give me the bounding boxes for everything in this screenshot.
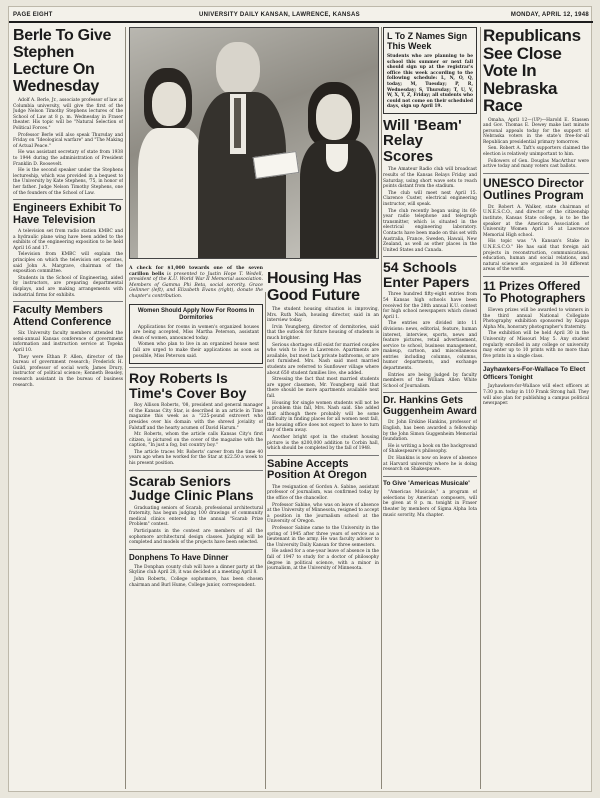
page-number: PAGE EIGHT [13, 12, 53, 18]
paragraph: Jayhawkers-for-Wallace will elect officers at 7:30 p.m. today in 110 Frank Strong hall. They will also plan for publishing a campus political newspaper. [483, 384, 589, 407]
headline-scarab: Scarab Seniors Judge Clinic Plans [129, 472, 254, 504]
story-scarab [129, 506, 263, 546]
story-hankins [383, 420, 477, 472]
paragraph: Television from KMBC will explain the principles on which the television set operates, said John A. Margrave, chairman of the exposition committee. [13, 252, 123, 275]
headline-unesco: UNESCO Director Outlines Program [483, 175, 584, 203]
caption-text: is presented to Justin Hope T. Wedell, president of the K.U. World War II Memorial association. Members of Gamma Phi Beta, social sorority, Grace Gelinner (left), and Elizabeth Evans (right), donate the chapter's contribution. [129, 271, 263, 299]
headline-dormitories: Women Should Apply Now For Rooms In Dormitories [137, 307, 255, 321]
column-rule [480, 27, 481, 789]
paragraph: The exhibition will be held April 30 in the University of Missouri May 5. Any student regularly enrolled in any college or university may enter up to 10 prints with no more than five prints in a single class. [483, 331, 589, 359]
paragraph: His topic was "A Kansan's Stake in U.N.E.S.C.O." He has said that foreign aid projects in reconstruction, communications, education, human and social relations, and natural science are organized in 30 different areas of the world. [483, 239, 589, 273]
story-l-to-z: Students who are planning to be school this summer or next fall should sign up at the registrar's office this week according to the following schedule: L, N, O, Q, today; M, Tuesday; P, R, Wednesday; S, Thursday; T, U, V, W, X, Y, Z, Friday; all students who could not come on their scheduled days, sign up April 19. [387, 54, 473, 110]
story-sabine [267, 485, 379, 572]
column-rule [381, 27, 382, 789]
paragraph: The entries are divided into 11 divisions: news, editorial, feature, human interest, interview, sports, news and feature pictures, retail advertisement, service to school, business management, makeup, cartoon, and miscellaneous entries including columns, columns, humor departments, and exchange departments. [383, 321, 477, 372]
headline-donphans: Donphens To Have Dinner [129, 552, 229, 562]
story-divider [129, 549, 263, 550]
story-divider [129, 367, 263, 368]
news-photo [129, 27, 379, 259]
paragraph: Roy Allison Roberts, '08, president and general manager of the Kansas City Star, is described in an article in Time magazine this week as a "225-pound extrovert who presides over his domain with the shrewd joviality of Falstaff and the hearty acumen of David Harum." [129, 403, 263, 431]
white-collar [326, 144, 348, 172]
story-dormitories [133, 325, 259, 360]
paragraph: Six University faculty members attended the semi-annual Kansas conference of government information and instruction service at Topeka April 10. [13, 331, 123, 353]
paragraph: Dr. Hankins is now on leave of absence at Harvard university where he is doing research on Shakespeare. [383, 456, 477, 473]
column-1 [13, 27, 123, 789]
story-divider [483, 173, 589, 174]
story-relay-scores [383, 167, 477, 253]
story-prizes [483, 308, 589, 359]
paragraph: Stressing the fact that most married students are upper classmen, Mr. Youngberg said that there should be more apartments available next fall. [267, 377, 379, 399]
paragraph: Dr. John Erskine Hankins, professor of English, has been awarded a fellowship by the John Simon Guggenheim Memorial foundation. [383, 420, 477, 443]
column-3 [267, 271, 379, 789]
paragraph: The resignation of Gordon A. Sabine, assistant professor of journalism, was confirmed today by the office of the chancellor. [267, 484, 379, 502]
paragraph: Irvin Youngberg, director of dormitories, said that the outlook for future housing of students is much brighter. [267, 324, 379, 341]
story-divider [13, 199, 123, 200]
registration-box [383, 27, 477, 114]
story-divider [13, 301, 123, 302]
story-nebraska [483, 118, 589, 170]
newspaper-name: UNIVERSITY DAILY KANSAN, LAWRENCE, KANSAS [199, 12, 360, 18]
paragraph: He was assistant secretary of state from 1938 to 1944 during the administration of President Franklin D. Roosevelt. [13, 150, 123, 167]
headline-hankins: Dr. Hankins Gets Guggenheim Award [383, 395, 477, 417]
story-unesco [483, 205, 589, 273]
page-header [9, 7, 593, 23]
paragraph: The article traces Mr. Roberts' career from the time 40 years ago when he worked for the Star at $22.50 a week to his present position. [129, 449, 263, 467]
story-berle [13, 98, 123, 196]
headline-berle: Berle To Give Stephen Lecture On Wednesday [13, 27, 112, 95]
column-rule [125, 27, 126, 789]
headline-l-to-z: L To Z Names Sign This Week [387, 31, 468, 51]
paragraph: Participants in the contest are members of all the sophomore architectural design classes. Judging will be completed and models of the projects have been selected. [129, 529, 263, 546]
paragraph: The Amateur Radio club will broadcast results of the Kansas Relays Friday and Saturday, using short wave sets to reach points distant from the stadium. [383, 167, 477, 190]
paragraph: Students in the School of Engineering, aided by instructors, are preparing departmental displays, and are making arrangements with industrial firms for exhibits. [13, 275, 123, 298]
headline-sabine: Sabine Accepts Position At Oregon [267, 457, 367, 482]
story-faculty [13, 331, 123, 388]
paragraph: Applications for rooms in women's organized houses are being accepted, Miss Martha Peterson, assistant dean of women, announced today. [133, 324, 259, 341]
man-head [216, 42, 260, 96]
headline-musicale: To Give 'Americas Musicale' [383, 479, 470, 487]
paragraph: Sen. Robert A. Taft's supporters claimed the election is relatively unimportant to him. [483, 146, 589, 158]
story-wallace [483, 384, 589, 406]
headline-faculty: Faculty Members Attend Conference [13, 304, 112, 328]
paragraph: They were Ethan P. Allen, director of the bureau of government research; Frederick H. Guild, professor of social work; James Drury, instructor of political science; Kenneth Beasley, research assistant in the bureau of business research. [13, 354, 123, 388]
story-divider [383, 476, 477, 477]
paragraph: Omaha, April 12—(UP)—Harold E. Stassen and Gov. Thomas E. Dewey make last minute personal appeals today for the support of Nebraska voters in the state's free-for-all Republican presidential primary tomorrow. [483, 117, 589, 145]
column-rule [265, 292, 266, 789]
paragraph: Entries are being judged by faculty members of the William Allen White School of Journalism. [383, 372, 477, 389]
paragraph: The Donphan county club will have a dinner party at the Skyline club April 28, it was decided at a meeting April 8. [129, 564, 263, 576]
paragraph: Women who plan to live in an organized house next fall are urged to make their applications as soon as possible, Miss Peterson said. [133, 342, 259, 359]
column-4 [383, 27, 477, 789]
paragraph: Professor Sabine came to the University in the spring of 1945 after three years of service as a lieutenant in the army. He was faculty adviser to the University Daily Kansan for three semesters. [267, 526, 379, 548]
paragraph: He is the second speaker under the Stephens lectureship, which was provided in a bequest to the University by Kate Stephens, '75, in honor of her father. Judge Nelson Timothy Stephens, one of the founders of the School of Law. [13, 168, 123, 196]
paragraph: Professor Berle will also speak Thursday and Friday on "Ideological warfare" and "The Making of Actual Peace." [13, 132, 123, 149]
paragraph: A television set from radio station KMBC and a hydraulic plane wing have been added to the exhibits of the engineering exposition to be held April 16 and 17. [13, 229, 123, 251]
story-divider [267, 455, 379, 456]
paragraph: Mr. Roberts, whom the article calls Kansas City's first citizen, is pictured on the cover of the magazine with the caption, "In just a fog, but country boy." [129, 432, 263, 449]
story-roy-roberts [129, 403, 263, 467]
paragraph: The club recently began using its 60-year radio telephone and telegraph transmitter, which is situated in the electrical engineering laboratory. Contacts have been made on this set with Australia, France, Sweden, Hawaii, New Zealand, as well as other places in the United States and Canada. [383, 208, 477, 253]
woman-left-blouse [138, 128, 204, 259]
dormitories-box [129, 304, 263, 365]
woman-left-face [152, 82, 186, 126]
paragraph: Graduating seniors of Scarab, professional architectural fraternity, has begun judging 100 drawings of community medical clinics entered in the annual "Scarab Prize Problem" contest. [129, 505, 263, 528]
paragraph: Another bright spot in the student housing picture is the $200,000 addition to Corbin hall, which should be completed by the fall of 1948. [267, 435, 379, 452]
column-2 [129, 263, 263, 789]
headline-housing: Housing Has Good Future [267, 271, 362, 304]
column-5 [483, 27, 589, 789]
paragraph: John Roberts, College sophomore, has been chosen chairman and Burl Hume, College junior, correspondent. [129, 577, 263, 588]
paragraph: Eleven prizes will be awarded to winners in the third annual National Collegiate Photography exhibition sponsored by Kappa Alpha Mu, honorary photographer's fraternity. [483, 307, 589, 330]
newspaper-page [8, 6, 592, 792]
paragraph: The student housing situation is improving, Mrs. Ruth Nash, housing director, said in an interview today. [267, 307, 379, 324]
paragraph: The club will meet next April 15. Clarence Custer, electrical engineering instructor, will speak. [383, 190, 477, 207]
story-housing [267, 307, 379, 452]
paragraph: Followers of Gen. Douglas MacArthur were active today and many voters cast ballots. [483, 158, 589, 170]
story-divider [483, 276, 589, 277]
story-musicale [383, 490, 477, 518]
story-divider [383, 256, 477, 257]
headline-nebraska: Republicans See Close Vote In Nebraska Race [483, 27, 581, 115]
photo-block [129, 27, 379, 289]
paragraph: He asked for a one-year leave of absence in the fall of 1947 to study for a doctor of philosophy degree in political science, with a minor in journalism, at the University of Minnesota. [267, 549, 379, 572]
story-divider [483, 362, 589, 363]
photo-caption [129, 266, 263, 300]
caption-lead: A check for $1,000 towards one of the seven carillon bells [129, 266, 263, 277]
necktie [234, 98, 241, 148]
paragraph: "Americas Musicale," a program of selections by American composers, will be given at 8 p. m. tonight in Fraser theater by members of Sigma Alpha Iota music sorority, Mu chapter. [383, 490, 477, 518]
issue-date: MONDAY, APRIL 12, 1948 [510, 12, 589, 18]
paragraph: Three hundred fifty-eight entries from 54 Kansas high schools have been received for the 28th annual K.U. contest for high school newspapers which closed April 1. [383, 292, 477, 320]
paragraph: Professor Sabine, who was on leave of absence at the University of Minnesota, resigned to accept a position in the journalism school at the University of Oregon. [267, 502, 379, 525]
paragraph: Serious shortages still exist for married couples who wish to live in Lawrence. Apartments are available, but most lack private bathrooms, or are not furnished. Mrs. Nash said most married students are referred to Sunflower village where about 650 student families live, she added. [267, 342, 379, 376]
headline-wallace: Jayhawkers-For-Wallace To Elect Officers Tonight [483, 366, 586, 381]
headline-roy-roberts: Roy Roberts Is Time's Cover Boy [129, 370, 247, 401]
paragraph: He is writing a book on the background of Shakespeare's philosophy. [383, 443, 477, 455]
headline-prizes: 11 Prizes Offered To Photographers [483, 278, 586, 306]
paragraph: Adolf A. Berle, Jr., associate professor of law at Columbia university, will give the first of the Judge Nelson Timothy Stephens lectures of the School of Law at 8 p. m. Wednesday in Fraser theater. His topic will be "Natural Selection of Political Forces." [13, 98, 123, 131]
paragraph: Dr. Robert A. Walker, state chairman of U.N.E.S.C.O., and director of the citizenship institute, Kansas State college, is to be the speaker at the American Association of University Women April 16 at Lawrence Memorial High school. [483, 204, 589, 238]
story-54-schools [383, 292, 477, 389]
story-divider [129, 470, 263, 471]
woman-right-face [316, 94, 352, 140]
story-donphans [129, 565, 263, 588]
headline-engineers: Engineers Exhibit To Have Television [13, 202, 122, 226]
headline-54-schools: 54 Schools Enter Papers [383, 259, 470, 290]
check-paper [253, 151, 300, 179]
paragraph: Housing for single women students will not be a problem this fall, Mrs. Nash said. She added that although there probably will be some difficulty in finding places for all women next fall, the housing office does not expect to have to turn any of them away. [267, 400, 379, 434]
story-divider [383, 392, 477, 393]
headline-relay-scores: Will 'Beam' Relay Scores [383, 116, 462, 165]
story-engineers [13, 229, 123, 298]
